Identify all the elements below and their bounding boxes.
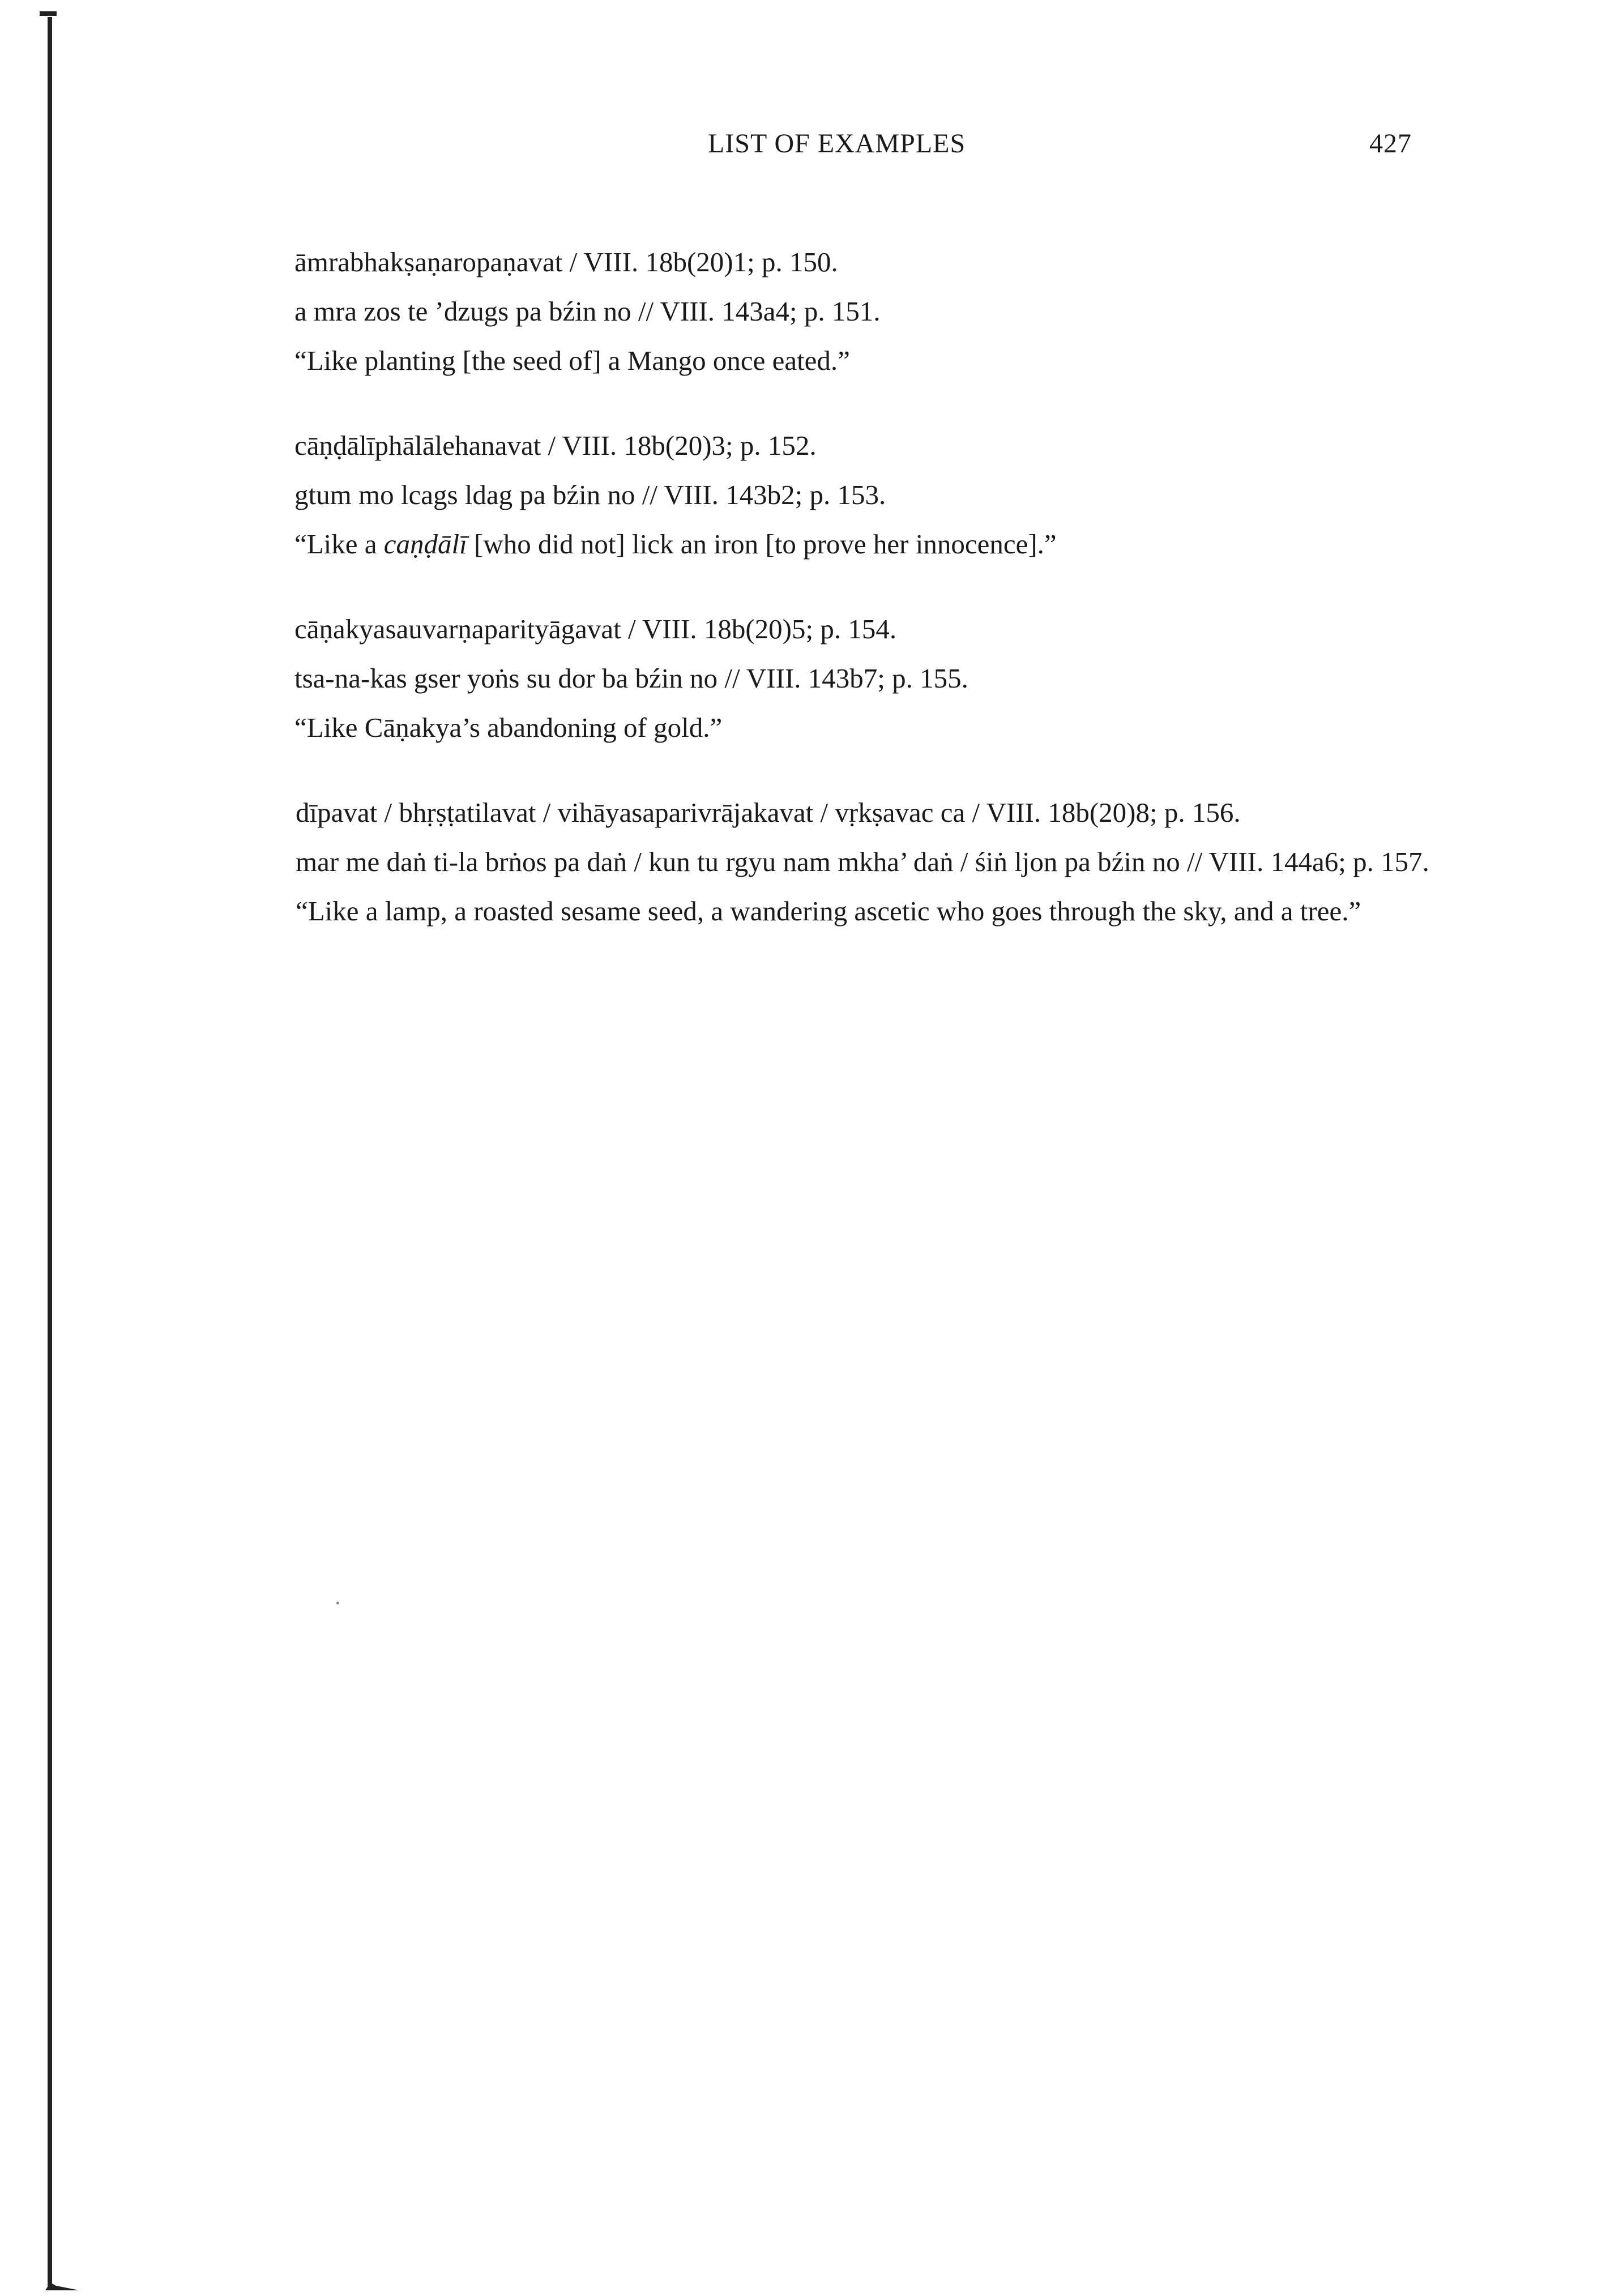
sanskrit-line: cāṇḍālīphālālehanavat / VIII. 18b(20)3; p. 152.	[294, 430, 817, 461]
running-title: LIST OF EXAMPLES	[708, 129, 966, 159]
translation-text: “Like a	[294, 528, 384, 560]
sanskrit-line: dīpavat / bhṛṣṭatilavat / vihāyasaparivrājakavat / vṛkṣavac ca / VIII. 18b(20)8; p. 156.	[296, 797, 1241, 828]
sanskrit-line: āmrabhakṣaṇaropaṇavat / VIII. 18b(20)1; p. 150.	[294, 246, 838, 278]
sanskrit-line: cāṇakyasauvarṇaparityāgavat / VIII. 18b(20)5; p. 154.	[294, 613, 897, 645]
stray-mark	[336, 1602, 339, 1604]
binding-edge	[48, 17, 52, 2288]
example-entry	[255, 244, 1450, 379]
binding-edge-foot	[45, 2282, 79, 2290]
translation-text: [who did not] lick an iron [to prove her innocence].”	[467, 528, 1057, 560]
translation-line: “Like planting [the seed of] a Mango once eated.”	[294, 345, 850, 376]
example-entry	[255, 427, 1450, 563]
examples-list	[255, 244, 1450, 942]
translation-italic-term: caṇḍālī	[383, 528, 467, 560]
translation-line: “Like a lamp, a roasted sesame seed, a wandering ascetic who goes through the sky, and a tree.”	[296, 895, 1361, 927]
tibetan-line: a mra zos te ’dzugs pa bźin no // VIII. 143a4; p. 151.	[294, 296, 881, 327]
page-number: 427	[1369, 129, 1412, 159]
example-entry	[255, 611, 1450, 746]
tibetan-line: tsa-na-kas gser yoṅs su dor ba bźin no // VIII. 143b7; p. 155.	[294, 663, 968, 694]
example-entry	[255, 794, 1450, 930]
translation-line	[294, 526, 1450, 563]
tibetan-line: mar me daṅ ti-la brṅos pa daṅ / kun tu rgyu nam mkha’ daṅ / śiṅ ljon pa bźin no // VIII. 144a6; p. 157.	[296, 846, 1429, 877]
translation-line: “Like Cāṇakya’s abandoning of gold.”	[294, 712, 723, 743]
tibetan-line: gtum mo lcags ldag pa bźin no // VIII. 143b2; p. 153.	[294, 479, 886, 510]
running-head	[0, 128, 1623, 162]
binding-edge-top	[40, 11, 57, 16]
